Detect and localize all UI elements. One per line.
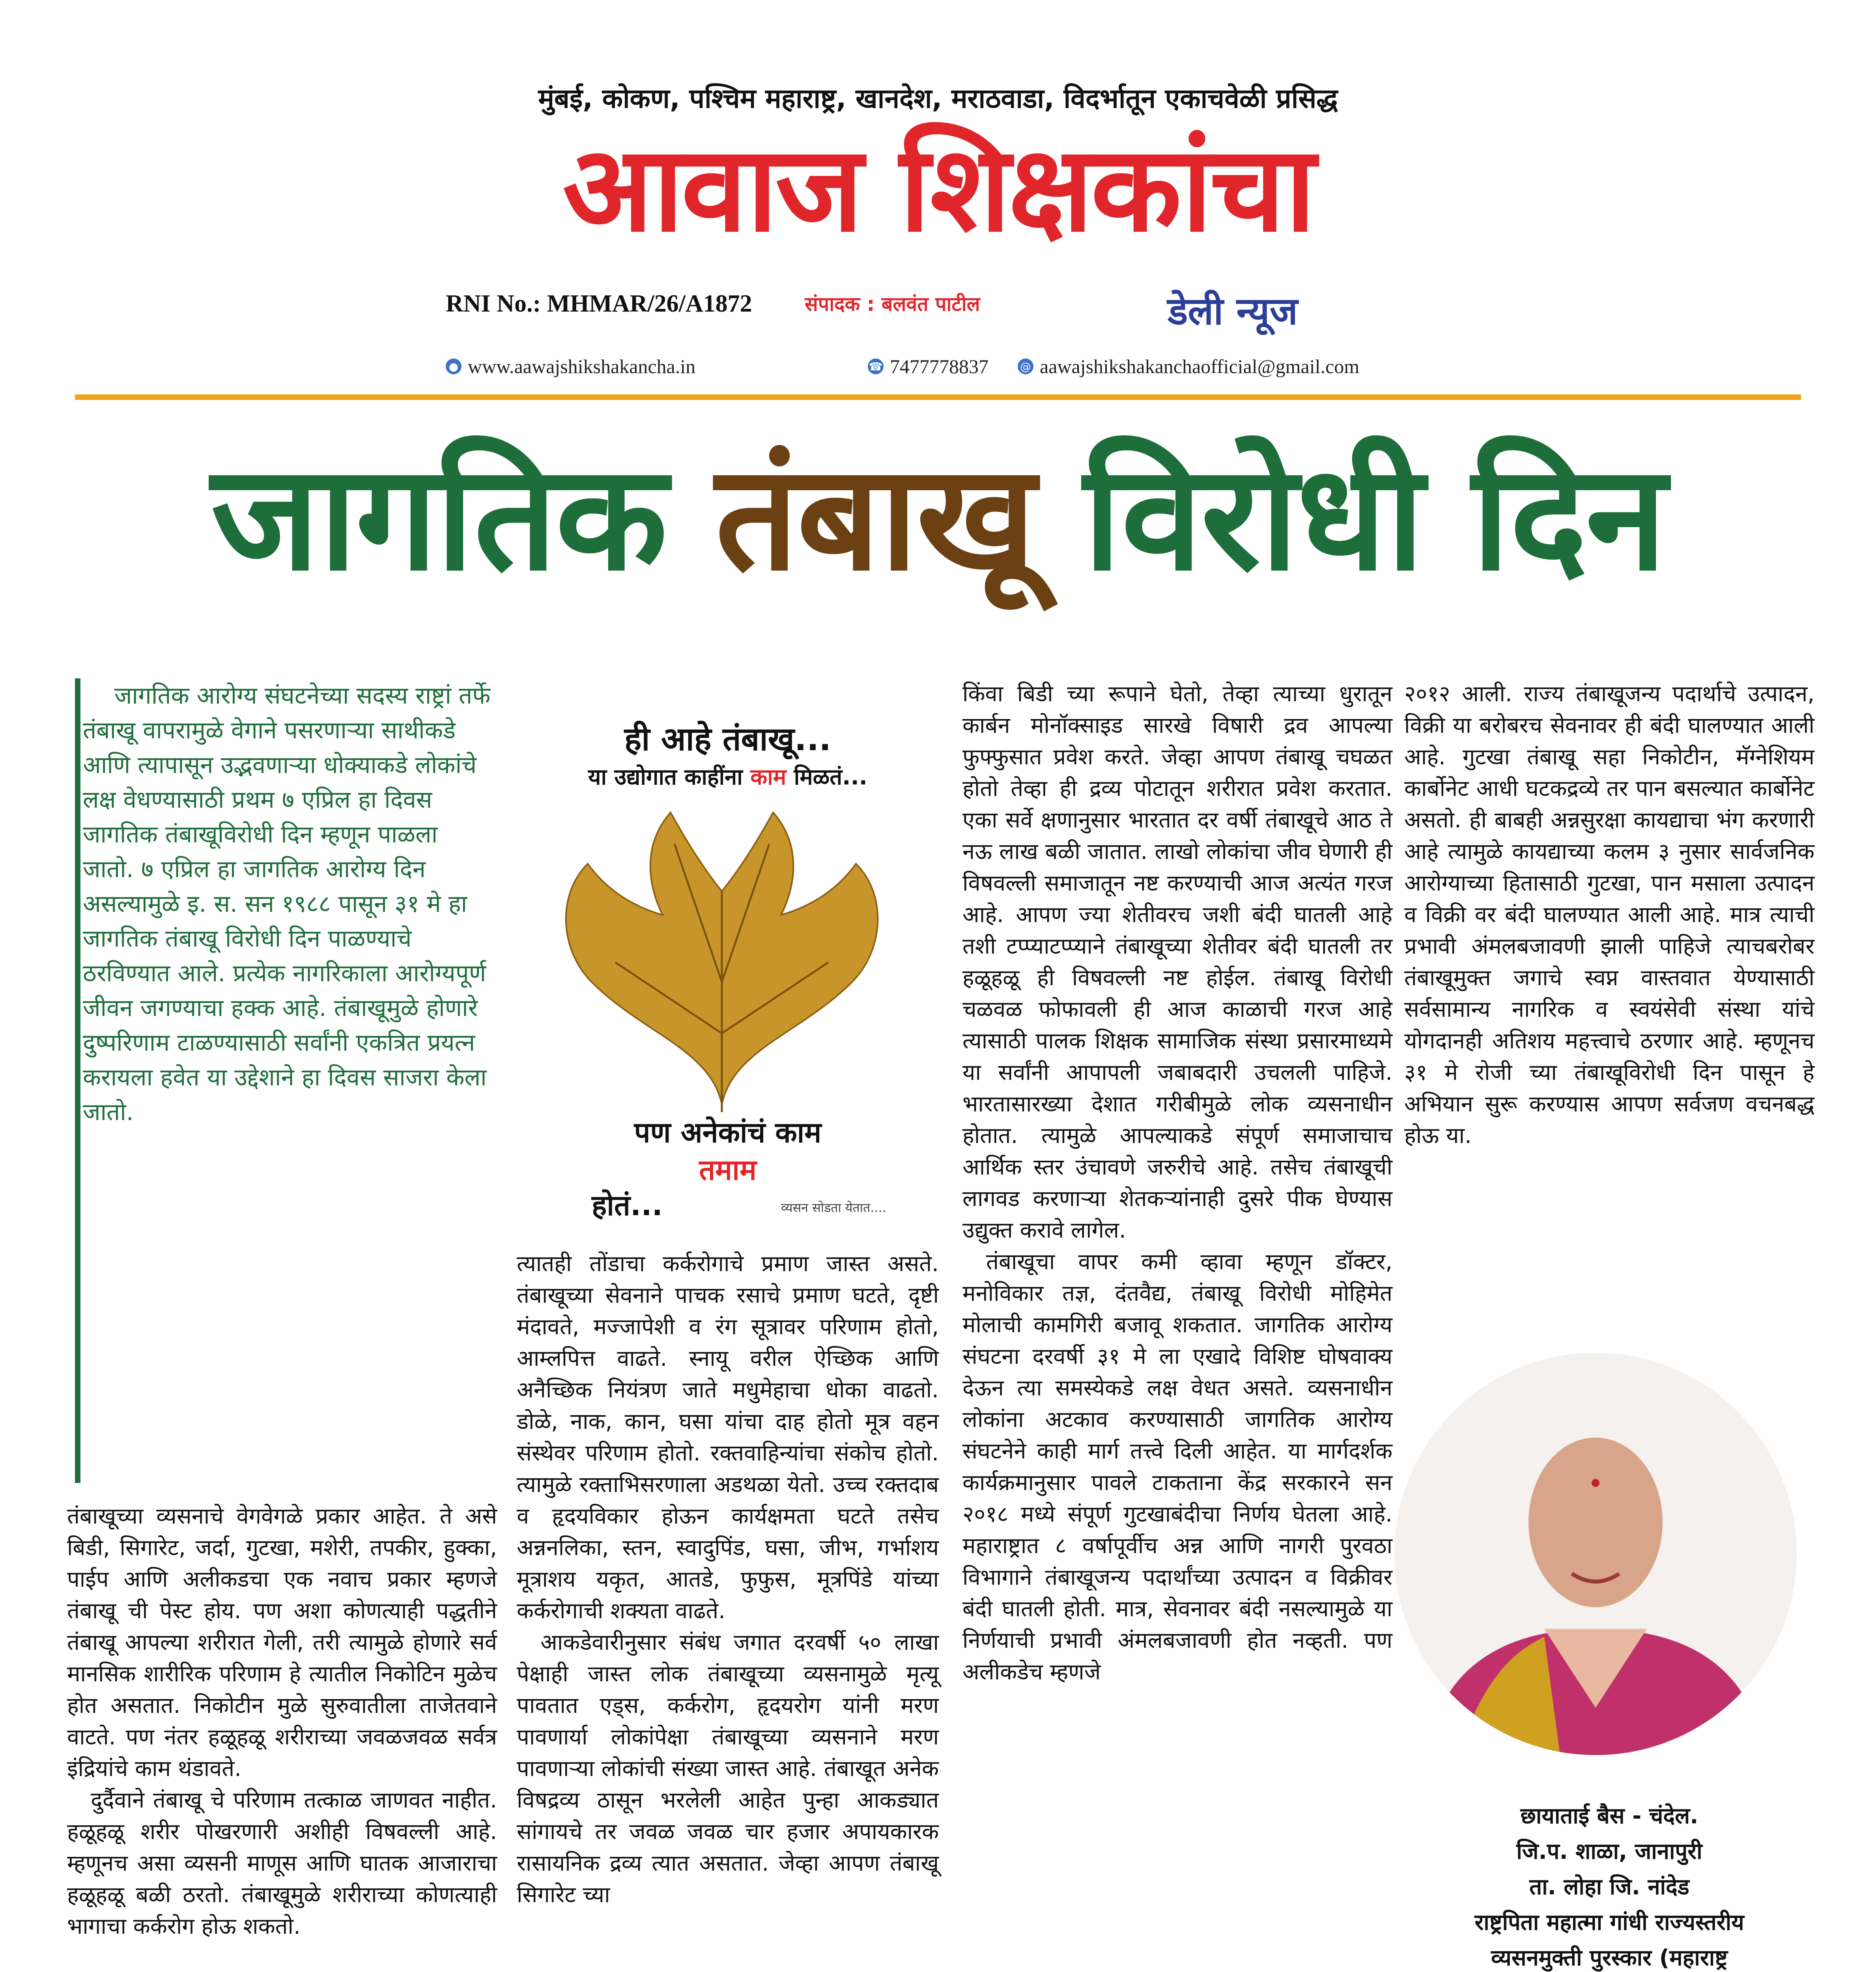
column1-paragraph-2: दुर्दैवाने तंबाखू चे परिणाम तत्काळ जाणवत नाहीत. हळूहळू शरीर पोखरणारी अशीही विषवल्ली आहे. म्हणूनच असा व्यसनी माणूस आणि घातक आजाराचा हळूहळू बळी ठरतो. तंबाखूमुळे शरीराच्या कोणत्याही भागाचा कर्करोग होऊ शकतो. — [67, 1787, 497, 1939]
website-text: www.aawajshikshakancha.in — [468, 355, 696, 377]
article-column-4 — [1404, 678, 1814, 1152]
website-contact[interactable] — [446, 355, 695, 378]
author-award-line-2: व्यसनमुक्ती पुरस्कार (महाराष्ट्र — [1491, 1945, 1728, 1971]
author-award-line-1: राष्ट्रपिता महात्मा गांधी राज्यस्तरीय — [1474, 1910, 1744, 1935]
column3-paragraph-1: किंवा बिडी च्या रूपाने घेतो, तेव्हा त्याच्या धुरातून कार्बन मोनॉक्साइड सारखे विषारी द्रव आपल्या फुफ्फुसात प्रवेश करते. जेव्हा आपण तंबाखू चघळत होतो तेव्हा ही द्रव्य पोटातून शरीरात प्रवेश करतात. एका सर्वे क्षणानुसार भारतात दर वर्षी तंबाखूचे आठ ते नऊ लाख बळी जातात. लाखो लोकांचा जीव घेणारी ही विषवल्ली समाजातून नष्ट करण्याची आज अत्यंत गरज आहे. आपण ज्या शेतीवरच जशी बंदी घातली आहे तशी टप्प्याटप्प्याने तंबाखूच्या शेतीवर बंदी घातली तर हळूहळू ही विषवल्ली नष्ट होईल. तंबाखू विरोधी चळवळ फोफावली ही आज काळाची गरज आहे त्यासाठी पालक शिक्षक सामाजिक संस्था प्रसारमाध्यमे या सर्वांनी आपापली जबाबदारी उचलली पाहिजे. भारतासारख्या देशात गरीबीमुळे लोक व्यसनाधीन होतात. त्यामुळे आपल्याकडे संपूर्ण समाजाचाच आर्थिक स्तर उंचावणे जरुरीचे आहे. तसेच तंबाखूची लागवड करणाऱ्या शेतकऱ्यांनाही दुसरे पीक घेण्यास उद्युक्त करावे लागेल. — [962, 681, 1392, 1243]
phone-icon: ☎ — [868, 359, 884, 374]
globe-icon: ● — [446, 359, 462, 374]
advert-sub-highlight: काम — [750, 764, 787, 790]
headline-part3: विरोधी दिन — [1083, 433, 1665, 603]
article-column-1 — [67, 1501, 497, 1942]
masthead-tagline: मुंबई, कोकण, पश्चिम महाराष्ट्र, खानदेश, मराठवाडा, विदर्भातून एकाचवेळी प्रसिद्ध — [538, 83, 1338, 114]
email-contact[interactable] — [1018, 355, 1359, 378]
column3-paragraph-2: तंबाखूचा वापर कमी व्हावा म्हणून डॉक्टर, मनोविकार तज्ञ, दंतवैद्य, तंबाखू विरोधी मोहिमेत मोलाची कामगिरी बजावू शकतात. जागतिक आरोग्य संघटना दरवर्षी ३१ मे ला एखादे विशिष्ट घोषवाक्य देऊन त्या समस्येकडे लक्ष वेधत असते. व्यसनाधीन लोकांना अटकाव करण्यासाठी जागतिक आरोग्य संघटनेने काही मार्ग तत्त्वे दिली आहेत. या मार्गदर्शक कार्यक्रमानुसार पावले टाकताना केंद्र सरकारने सन २०१८ मध्ये संपूर्ण गुटखाबंदीचा निर्णय घेतला आहे. महाराष्ट्रात ८ वर्षापूर्वीच अन्न आणि नागरी पुरवठा विभागाने तंबाखूजन्य पदार्थांच्या उत्पादन व विक्रीवर बंदी घातली होती. मात्र, सेवनावर बंदी नसल्यामुळे या निर्णयाची प्रभावी अंमलबजावणी होत नव्हती. पण अलीकडेच म्हणजे — [962, 1249, 1392, 1685]
headline-part1: जागतिक — [211, 433, 716, 603]
phone-text: 7477778837 — [890, 355, 988, 377]
advert-heading: ही आहे तंबाखू... — [624, 721, 831, 758]
phone-contact[interactable] — [868, 355, 988, 378]
column1-paragraph-1: तंबाखूच्या व्यसनाचे वेगवेगळे प्रकार आहेत. ते असे बिडी, सिगारेट, जर्दा, गुटखा, मशेरी, तपकीर, हुक्का, पाईप आणि अलीकडचा एक नवाच प्रकार म्हणजे तंबाखू ची पेस्ट होय. पण अशा कोणत्याही पद्धतीने तंबाखू आपल्या शरीरात गेली, तरी त्यामुळे होणारे सर्व मानसिक शारीरिक परिणाम हे त्यातील निकोटिन मुळेच होत असतात. निकोटीन मुळे सुरुवातीला ताजेतवाने वाटते. पण नंतर हळूहळू शरीराच्या जवळजवळ सर्वत्र इंद्रियांचे काम थंडावते. — [67, 1503, 497, 1782]
advert-sub-before: या उद्योगात काहींना — [588, 764, 751, 790]
author-name: छायाताई बैस - चंदेल. — [1520, 1803, 1698, 1829]
column2-paragraph-1: त्यातही तोंडाचा कर्करोगाचे प्रमाण जास्त असते. तंबाखूच्या सेवनाने पाचक रसाचे प्रमाण घटते, दृष्टी मंदावते, मज्जापेशी व रंग सूत्रावर परिणाम होतो, आम्लपित्त वाढते. स्नायू वरील ऐच्छिक आणि अनैच्छिक नियंत्रण जाते मधुमेहाचा धोका वाढतो. डोळे, नाक, कान, घसा यांचा दाह होतो मूत्र वहन संस्थेवर परिणाम होतो. रक्तवाहिन्यांचा संकोच होतो. त्यामुळे रक्ताभिसरणाला अडथळा येतो. उच्च रक्तदाब व हृदयविकार होऊन कार्यक्षमता घटते तसेच अन्ननलिका, स्तन, स्वादुपिंड, घसा, जीभ, गर्भाशय मूत्राशय यकृत, आतडे, फुफुस, मूत्रपिंडे यांच्या कर्करोगाची शक्यता वाढते. — [517, 1251, 939, 1624]
intro-paragraph: जागतिक आरोग्य संघटनेच्या सदस्य राष्ट्रां तर्फे तंबाखू वापरामुळे वेगाने पसरणाऱ्या साथीकडे आणि त्यापासून उद्भवणाऱ्या धोक्याकडे लोकांचे लक्ष वेधण्यासाठी प्रथम ७ एप्रिल हा दिवस जागतिक तंबाखूविरोधी दिन म्हणून पाळला जातो. ७ एप्रिल हा जागतिक आरोग्य दिन असल्यामुळे इ. स. सन १९८८ पासून ३१ मे हा जागतिक तंबाखू विरोधी दिन पाळण्याचे ठरविण्यात आले. प्रत्येक नागरिकाला आरोग्यपूर्ण जीवन जगण्याचा हक्क आहे. तंबाखूमुळे होणारे दुष्परिणाम टाळण्यासाठी सर्वांनी एकत्रित प्रयत्न करायला हवेत या उद्देशाने हा दिवस साजरा केला जातो. — [83, 682, 491, 1126]
main-headline — [0, 433, 1876, 603]
author-caption — [1404, 1798, 1814, 1972]
newspaper-title: आवाज शिक्षकांचा — [562, 120, 1314, 258]
masthead-divider — [75, 394, 1801, 400]
author-photo — [1394, 1353, 1797, 1755]
advert-bottom-line-2: तमाम — [699, 1153, 757, 1186]
rni-number: RNI No.: MHMAR/26/A1872 — [446, 290, 752, 317]
tobacco-leaf-image — [544, 797, 899, 1120]
edition-label: डेली न्यूज — [1168, 289, 1298, 333]
advert-subheading — [509, 761, 947, 791]
column2-paragraph-2: आकडेवारीनुसार संबंध जगात दरवर्षी ५० लाखा पेक्षाही जास्त लोक तंबाखूच्या व्यसनामुळे मृत्यू पावतात एड्स, कर्करोग, हृदयरोग यांनी मरण पावणार्या लोकांपेक्षा तंबाखूच्या व्यसनाने मरण पावणाऱ्या लोकांची संख्या जास्त आहे. तंबाखूत अनेक विषद्रव्य ठासून भरलेली आहेत पुन्हा आकड्यात सांगायचे तर जवळ जवळ चार हजार अपायकारक रासायनिक द्रव्य त्यात असतात. जेव्हा आपण तंबाखू सिगारेट च्या — [517, 1630, 939, 1908]
email-icon: @ — [1018, 359, 1033, 374]
article-column-3 — [962, 678, 1392, 1688]
headline-part2: तंबाखू — [715, 433, 1084, 603]
author-location: ता. लोहा जि. नांदेड — [1529, 1874, 1689, 1900]
advert-sub-after: मिळतं... — [786, 764, 868, 790]
editor-name: संपादक : बलवंत पाटील — [805, 293, 980, 316]
advert-bottom-line-1: पण अनेकांचं काम — [634, 1116, 822, 1149]
article-intro — [83, 678, 493, 1130]
intro-accent-bar — [75, 678, 80, 1483]
column4-paragraph-1: २०१२ आली. राज्य तंबाखूजन्य पदार्थाचे उत्पादन, विक्री या बरोबरच सेवनावर ही बंदी घालण्यात आली आहे. गुटखा तंबाखू सहा निकोटीन, मॅग्नेशियम कार्बोनेट आधी घटकद्रव्ये तर पान बसल्यात कार्बोनेट असतो. ही बाबही अन्नसुरक्षा कायद्याचा भंग करणारी आहे त्यामुळे कायद्याच्या कलम ३ नुसार सार्वजनिक आरोग्याच्या हितासाठी गुटखा, पान मसाला उत्पादन व विक्री वर बंदी घालण्यात आली आहे. मात्र त्याची प्रभावी अंमलबजावणी झाली पाहिजे त्याचबरोबर तंबाखूमुक्त जगाचे स्वप्न वास्तवात येण्यासाठी सर्वसामान्य नागरिक व स्वयंसेवी संस्था यांचे योगदानही अतिशय महत्त्वाचे ठरणार आहे. म्हणूनच ३१ मे रोजी च्या तंबाखूविरोधी दिन पासून हे अभियान सुरू करण्यास आपण सर्वजण वचनबद्ध होऊ या. — [1404, 681, 1814, 1148]
email-text: aawajshikshakanchaofficial@gmail.com — [1040, 355, 1360, 377]
advert-bottom-line-3: होतं... — [592, 1189, 663, 1222]
author-school: जि.प. शाळा, जानापुरी — [1516, 1839, 1702, 1864]
article-column-2 — [517, 1248, 939, 1911]
advert-small-note: व्यसन सोडता येतात.... — [781, 1200, 886, 1215]
